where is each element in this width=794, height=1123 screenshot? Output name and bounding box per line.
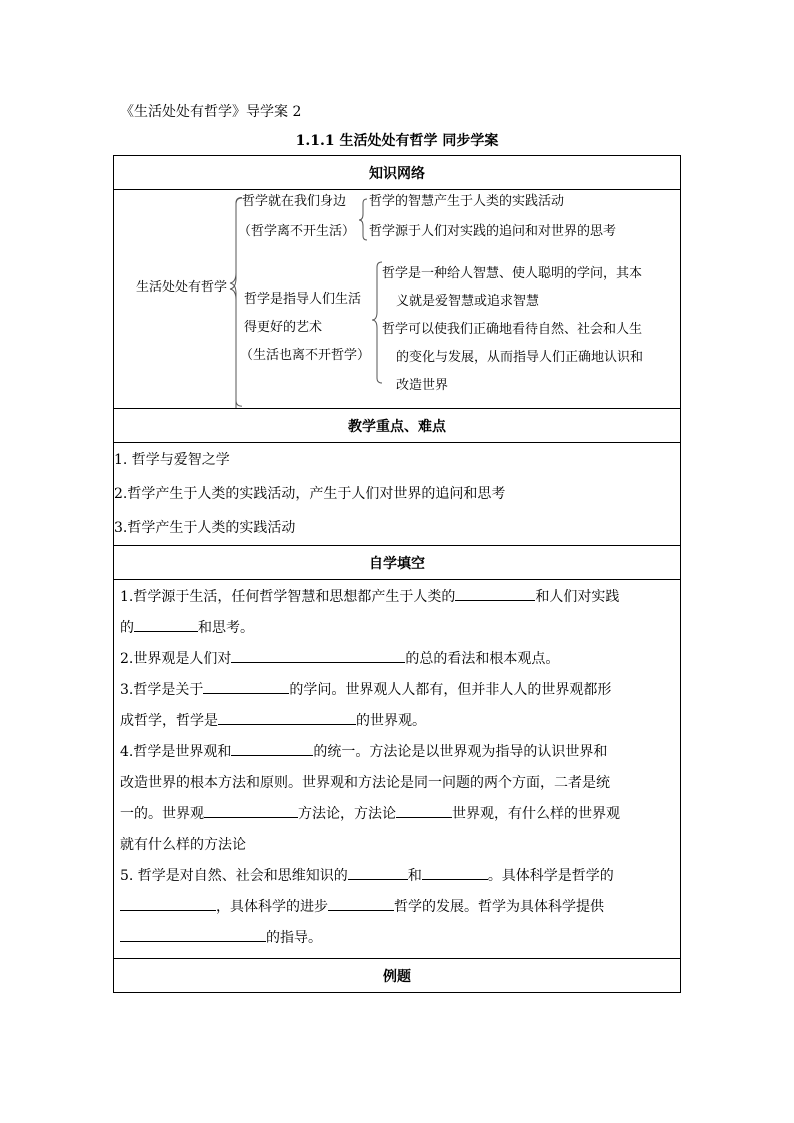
question-4-line-3: 一的。世界观 方法论，方法论 世界观，有什么样的世界观 [114,799,680,830]
branch2-title-line1: 哲学是指导人们生活 [244,292,362,307]
question-3-line-2: 成哲学，哲学是 的世界观。 [114,706,680,737]
question-5-line-1: 5. 哲学是对自然、社会和思维知识的 和 。具体科学是哲学的 [114,861,680,892]
self-study-header: 自学填空 [114,546,681,580]
branch2-leaf-2-line3: 改造世界 [396,378,449,393]
network-root: 生活处处有哲学 [136,280,228,295]
document-title: 《生活处处有哲学》导学案 2 [120,104,302,120]
question-5-line-3: 的指导。 [114,923,680,954]
answer-blank[interactable] [455,586,535,601]
branch2-leaf-1-line1: 哲学是一种给人智慧、使人聪明的学问，其本 [382,266,643,281]
key-point-2: 2.哲学产生于人类的实践活动，产生于人们对世界的追问和思考 [114,486,506,502]
key-point-1: 1. 哲学与爱智之学 [114,452,230,468]
answer-blank[interactable] [422,865,488,880]
answer-blank[interactable] [204,803,298,818]
key-points-cell [114,443,681,546]
answer-blank[interactable] [120,927,266,942]
key-points-header: 教学重点、难点 [114,409,681,443]
branch2-leaf-2-line2: 的变化与发展，从而指导人们正确地认识和 [396,350,644,365]
fill-in-blanks-cell [114,580,681,959]
answer-blank[interactable] [218,710,356,725]
answer-blank[interactable] [328,896,394,911]
answer-blank[interactable] [348,865,408,880]
key-point-3: 3.哲学产生于人类的实践活动 [114,520,296,536]
question-1-line-1: 1.哲学源于生活，任何哲学智慧和思想都产生于人类的 和人们对实践 [114,582,680,613]
branch2-leaf-1-line2: 义就是爱智慧或追求智慧 [396,294,540,309]
question-1-line-2: 的 和思考。 [114,613,680,644]
answer-blank[interactable] [134,617,198,632]
answer-blank[interactable] [396,803,452,818]
branch2-leaf-2-line1: 哲学可以使我们正确地看待自然、社会和人生 [382,322,643,337]
branch1-note: （哲学离不开生活） [238,224,356,239]
branch2-note: （生活也离不开哲学） [240,348,371,363]
question-4-line-1: 4.哲学是世界观和 的统一。方法论是以世界观为指导的认识世界和 [114,737,680,768]
question-4-line-4: 就有什么样的方法论 [120,837,246,853]
question-4-line-2: 改造世界的根本方法和原则。世界观和方法论是同一问题的两个方面，二者是统 [120,775,610,791]
branch2-title-line2: 得更好的艺术 [244,320,323,335]
answer-blank[interactable] [203,679,289,694]
question-2: 2.世界观是人们对 的总的看法和根本观点。 [114,644,680,675]
answer-blank[interactable] [120,896,216,911]
question-5-line-2: ，具体科学的进步 哲学的发展。哲学为具体科学提供 [114,892,680,923]
network-header: 知识网络 [114,156,681,190]
section-subtitle: 1.1.1 生活处处有哲学 同步学案 [295,133,499,149]
branch1-title: 哲学就在我们身边 [242,194,347,209]
branch1-leaf-2: 哲学源于人们对实践的追问和对世界的思考 [369,224,617,239]
answer-blank[interactable] [231,741,313,756]
branch1-leaf-1: 哲学的智慧产生于人类的实践活动 [369,194,565,209]
knowledge-network-cell [114,190,681,409]
knowledge-network-diagram [114,190,680,408]
study-guide-table [113,155,681,993]
question-3-line-1: 3.哲学是关于 的学问。世界观人人都有，但并非人人的世界观都形 [114,675,680,706]
examples-header: 例题 [114,959,681,993]
answer-blank[interactable] [231,648,405,663]
